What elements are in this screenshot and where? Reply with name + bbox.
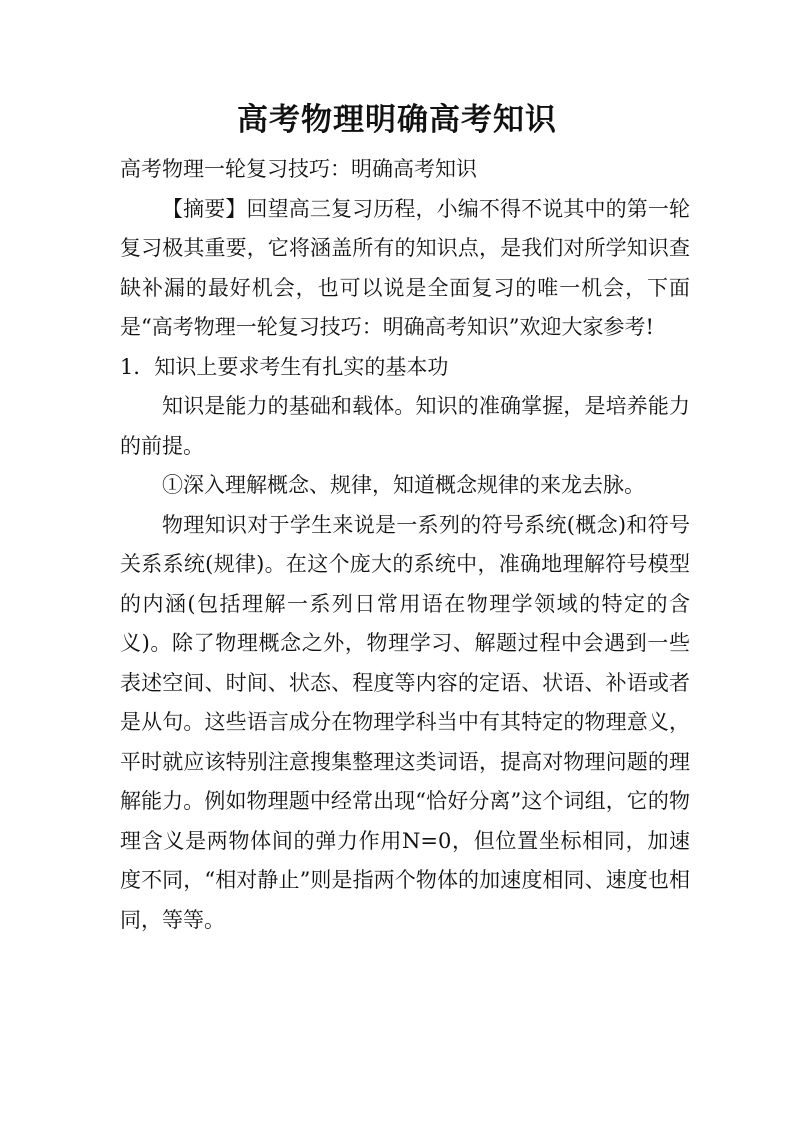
abstract-paragraph: 【摘要】回望高三复习历程，小编不得不说其中的第一轮复习极其重要，它将涵盖所有的知识点，是我们对所学知识查缺补漏的最好机会，也可以说是全面复习的唯一机会，下面是“高考物理一轮复习技巧：明确高考知识”欢迎大家参考! xyxy=(120,196,690,339)
body-paragraph: 物理知识对于学生来说是一系列的符号系统(概念)和符号关系系统(规律)。在这个庞大的系统中，准确地理解符号模型的内涵(包括理解一系列日常用语在物理学领域的特定的含义)。除了物理概念之外，物理学习、解题过程中会遇到一些表述空间、时间、状态、程度等内容的定语、状语、补语或者是从句。这些语言成分在物理学科当中有其特定的物理意义，平时就应该特别注意搜集整理这类词语，提高对物理问题的理解能力。例如物理题中经常出现“恰好分离”这个词组，它的物理含义是两物体间的弹力作用N=0，但位置坐标相同，加速度不同，“相对静止”则是指两个物体的加速度相同、速度也相同，等等。 xyxy=(120,512,690,932)
body-paragraph: 知识是能力的基础和载体。知识的准确掌握，是培养能力的前提。 xyxy=(120,394,690,458)
document-title: 高考物理明确高考知识 xyxy=(237,102,557,138)
subtitle-line: 高考物理一轮复习技巧：明确高考知识 xyxy=(120,157,477,181)
list-item-paragraph: ①深入理解概念、规律，知道概念规律的来龙去脉。 xyxy=(162,473,645,497)
document-body xyxy=(120,150,690,940)
section-heading: 1．知识上要求考生有扎实的基本功 xyxy=(120,354,449,379)
